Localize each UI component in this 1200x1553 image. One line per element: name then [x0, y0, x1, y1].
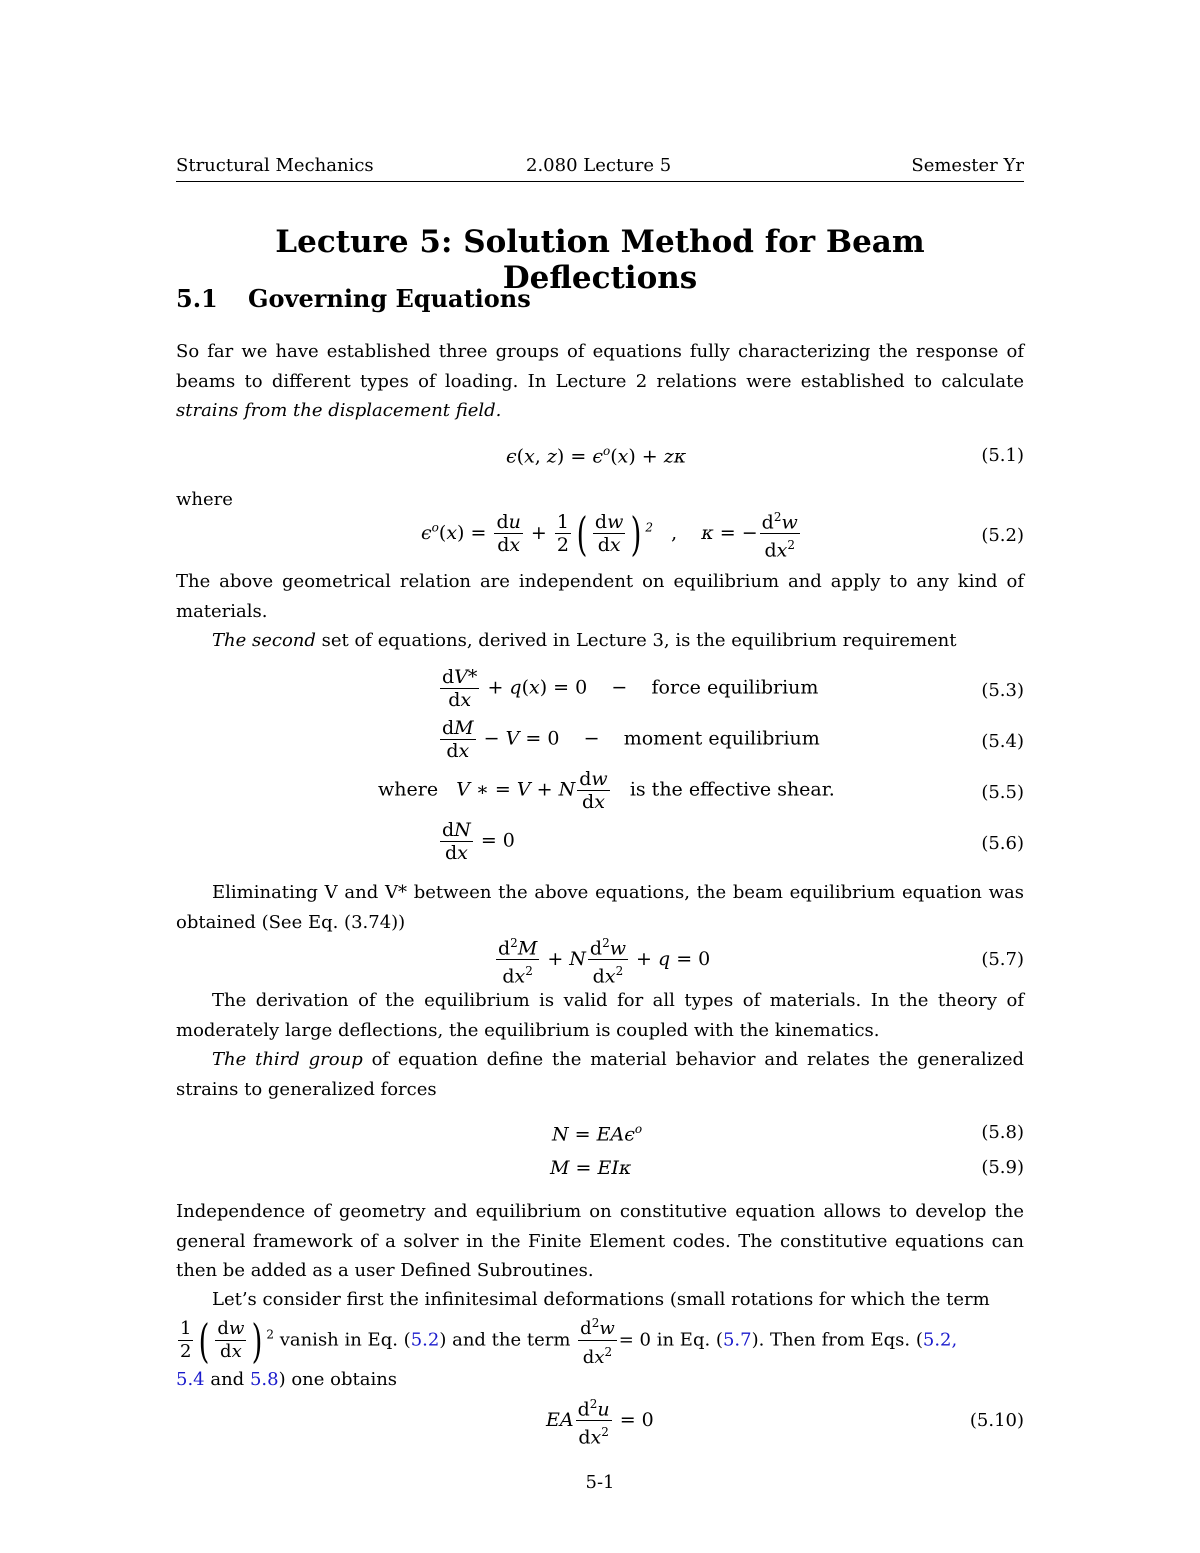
- running-header: [176, 155, 1024, 182]
- paragraph-third-group: [176, 1045, 1024, 1104]
- equation-5-8: N = EAϵ$^o$ (5.8): [552, 1122, 1024, 1146]
- equation-number: (5.9): [981, 1157, 1024, 1178]
- page-number: 5-1: [585, 1472, 615, 1493]
- header-right: Semester Yr: [911, 155, 1024, 176]
- second-italic: The second: [212, 630, 316, 651]
- equation-number: (5.7): [981, 949, 1024, 970]
- intro-text: So far we have established three groups of equations fully characterizing the response of beams to different types of loading. In Lecture 2 relations were established to calculate: [176, 341, 1024, 392]
- lecture-title: Lecture 5: Solution Method for Beam Deflections: [275, 224, 925, 296]
- header-center: 2.080 Lecture 5: [526, 155, 672, 176]
- equation-5-10: EA $\frac{d^2u}{dx^2}$ = 0 (5.10): [176, 1393, 1024, 1447]
- ref-eq-5-7[interactable]: 5.7: [722, 1329, 752, 1351]
- where-label: where: [176, 489, 233, 510]
- equation-number: (5.5): [981, 782, 1024, 803]
- equation-5-2: $\epsilon^o(x)$ = $\frac{du}{dx}$ + $\frac{1}{2}$ ( $\frac{dw}{dx}$ ) $^2$ , κ = − $\frac{d^2w}{dx^2}$ (5.2): [421, 506, 1024, 562]
- ref-eq-5-2b[interactable]: 5.2,: [922, 1329, 958, 1351]
- second-text: set of equations, derived in Lecture 3, is the equilibrium requirement: [315, 630, 957, 651]
- equation-number: (5.6): [981, 833, 1024, 854]
- where-inline: where: [378, 778, 439, 801]
- third-text: of equation define the material behavior and relates the generalized strains to generalized forces: [176, 1049, 1025, 1100]
- paragraph-intro: [176, 337, 1024, 426]
- equation-5-9: M = EIκ (5.9): [550, 1157, 1024, 1179]
- equation-number: (5.2): [981, 525, 1024, 546]
- page: [176, 0, 1024, 1553]
- intro-italic: strains from the displacement field.: [176, 400, 502, 421]
- equation-note: moment equilibrium: [623, 727, 820, 750]
- equation-5-1: ϵ(x, $z) = \epsilon^o(x) + z\kappa$ (5.1): [506, 444, 1024, 468]
- equation-5-7: $\frac{d^2M}{dx^2}$ + N $\frac{d^2w}{dx^2}$ + q = 0 (5.7): [176, 932, 1024, 986]
- equation-number: (5.1): [981, 445, 1024, 466]
- paragraph-second-set: [176, 626, 1024, 656]
- ref-eq-5-4[interactable]: 5.4: [176, 1369, 205, 1390]
- paragraph-infinitesimal: Let’s consider first the infinitesimal deformations (small rotations for which the term: [212, 1289, 990, 1310]
- paragraph-independence: Independence of geometry and equilibrium on constitutive equation allows to develop the general framework of a solver in the Finite Element codes. The constitutive equations can then be added as a user Defined Subroutines.: [176, 1201, 1024, 1281]
- equation-number: (5.10): [969, 1410, 1024, 1431]
- equation-5-6: $\frac{dN}{dx}$ = 0 (5.6): [442, 819, 1024, 864]
- header-left: Structural Mechanics: [176, 155, 374, 176]
- section-heading: [176, 284, 531, 313]
- section-number: 5.1: [176, 284, 218, 313]
- equation-note: force equilibrium: [651, 676, 819, 699]
- paragraph-infinitesimal-line2: $\frac{1}{2}$ ( $\frac{dw}{dx}$ ) $^2$ vanish in Eq. (5.2) and the term $\frac{d^2w}{dx^2}$ = 0 in Eq. (5.7). Then from Eqs. (5.2,: [180, 1313, 958, 1368]
- section-title: Governing Equations: [248, 284, 531, 313]
- equation-5-5: where V ∗ = V + N $\frac{dw}{dx}$ is the effective shear. (5.5): [378, 768, 1024, 813]
- paragraph-derivation: The derivation of the equilibrium is valid for all types of materials. In the theory of moderately large deflections, the equilibrium is coupled with the kinematics.: [176, 990, 1024, 1041]
- third-italic: The third group: [212, 1049, 363, 1070]
- ref-eq-5-2[interactable]: 5.2: [410, 1329, 440, 1351]
- paragraph-geometry: The above geometrical relation are independent on equilibrium and apply to any kind of materials.: [176, 571, 1024, 622]
- equation-note: is the effective shear.: [629, 778, 835, 801]
- equation-number: (5.8): [981, 1122, 1024, 1143]
- equation-5-3: $\frac{dV*}{dx}$ + q(x) = 0 − force equilibrium (5.3): [442, 666, 1024, 711]
- equation-5-4: $\frac{dM}{dx}$ − V = 0 − moment equilibrium (5.4): [442, 717, 1024, 762]
- ref-eq-5-8[interactable]: 5.8: [249, 1369, 279, 1390]
- paragraph-infinitesimal-line3: 5.4 and 5.8) one obtains: [176, 1369, 398, 1390]
- equation-number: (5.4): [981, 731, 1024, 752]
- equation-number: (5.3): [981, 680, 1024, 701]
- paragraph-eliminating: Eliminating V and V* between the above equations, the beam equilibrium equation was obtained (See Eq. (3.74)): [176, 882, 1024, 933]
